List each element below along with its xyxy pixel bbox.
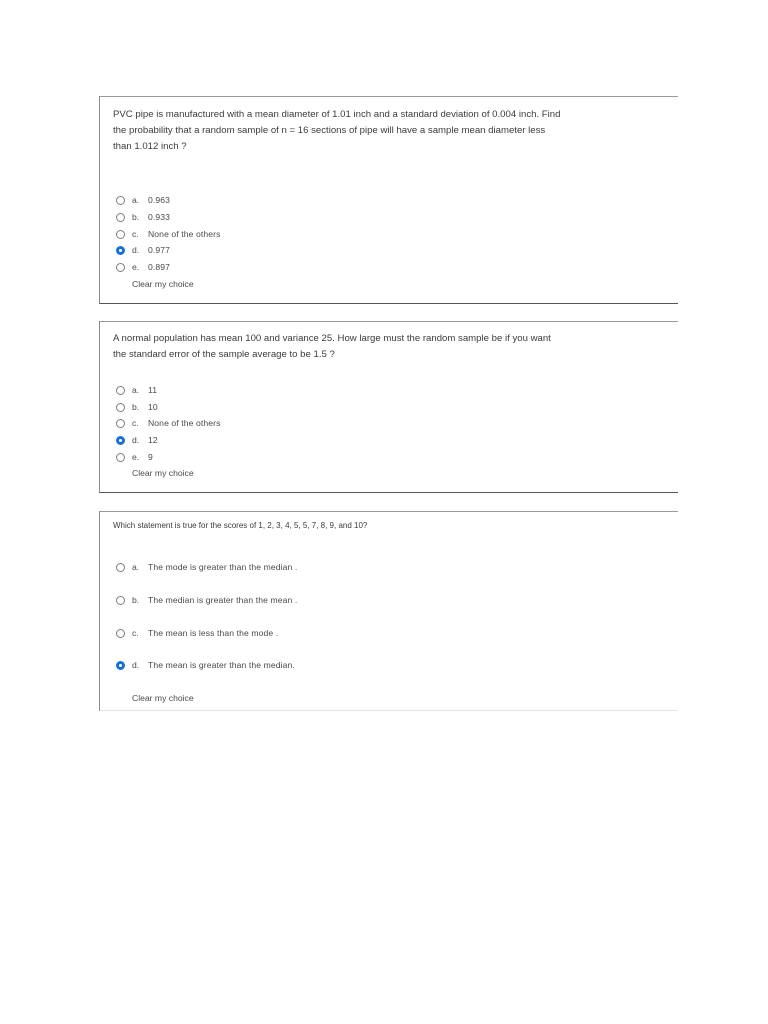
option-label: 10 (148, 402, 158, 412)
option-label: The mean is less than the mode . (148, 628, 279, 638)
answer-option-c[interactable] (116, 416, 221, 430)
option-label: None of the others (148, 418, 221, 428)
question-text: Which statement is true for the scores of 1, 2, 3, 4, 5, 5, 7, 8, 9, and 10? (113, 521, 368, 530)
question-card-2 (99, 321, 678, 493)
radio-unchecked-icon[interactable] (116, 563, 125, 572)
answer-option-a[interactable] (116, 383, 157, 397)
option-letter: a. (132, 562, 140, 572)
answer-option-a[interactable] (116, 560, 297, 574)
option-letter: d. (132, 660, 140, 670)
option-letter: c. (132, 628, 139, 638)
option-label: 0.963 (148, 195, 171, 205)
answer-option-d[interactable] (116, 243, 170, 257)
radio-unchecked-icon[interactable] (116, 596, 125, 605)
answer-option-b[interactable] (116, 210, 170, 224)
option-label: 9 (148, 452, 153, 462)
option-letter: b. (132, 402, 140, 412)
answer-option-b[interactable] (116, 400, 158, 414)
option-letter: a. (132, 385, 140, 395)
answer-option-e[interactable] (116, 450, 153, 464)
option-label: 12 (148, 435, 158, 445)
answer-option-d[interactable] (116, 433, 158, 447)
option-letter: a. (132, 195, 140, 205)
radio-checked-icon[interactable] (116, 246, 125, 255)
option-letter: d. (132, 245, 140, 255)
answer-option-c[interactable] (116, 227, 221, 241)
question-text: PVC pipe is manufactured with a mean diameter of 1.01 inch and a standard deviation of 0.004 inch. Find the probability that a random sample of n = 16 sections of pipe will have a sample mean diameter less than 1.012 inch ? (113, 109, 561, 152)
clear-choice-link[interactable]: Clear my choice (132, 693, 194, 703)
radio-checked-icon[interactable] (116, 436, 125, 445)
radio-unchecked-icon[interactable] (116, 403, 125, 412)
answer-option-c[interactable] (116, 626, 278, 640)
option-letter: b. (132, 595, 140, 605)
clear-choice-link[interactable]: Clear my choice (132, 468, 194, 478)
option-label: None of the others (148, 229, 221, 239)
radio-unchecked-icon[interactable] (116, 419, 125, 428)
option-label: The median is greater than the mean . (148, 595, 298, 605)
question-card-3 (99, 511, 678, 711)
radio-unchecked-icon[interactable] (116, 386, 125, 395)
option-label: The mode is greater than the median . (148, 562, 298, 572)
option-label: 11 (148, 385, 158, 395)
option-label: 0.897 (148, 262, 171, 272)
answer-option-b[interactable] (116, 593, 297, 607)
radio-unchecked-icon[interactable] (116, 213, 125, 222)
option-letter: e. (132, 452, 140, 462)
option-letter: c. (132, 229, 139, 239)
radio-unchecked-icon[interactable] (116, 453, 125, 462)
clear-choice-link[interactable]: Clear my choice (132, 279, 194, 289)
radio-unchecked-icon[interactable] (116, 629, 125, 638)
option-label: 0.933 (148, 212, 171, 222)
radio-unchecked-icon[interactable] (116, 196, 125, 205)
option-letter: d. (132, 435, 140, 445)
answer-option-e[interactable] (116, 260, 170, 274)
question-card-1 (99, 96, 678, 304)
option-label: 0.977 (148, 245, 171, 255)
question-text: A normal population has mean 100 and variance 25. How large must the random sample be if you want the standard error of the sample average to be 1.5 ? (113, 333, 551, 360)
option-letter: e. (132, 262, 140, 272)
radio-unchecked-icon[interactable] (116, 230, 125, 239)
answer-option-d[interactable] (116, 658, 295, 672)
answer-option-a[interactable] (116, 193, 170, 207)
option-label: The mean is greater than the median. (148, 660, 295, 670)
radio-checked-icon[interactable] (116, 661, 125, 670)
option-letter: c. (132, 418, 139, 428)
radio-unchecked-icon[interactable] (116, 263, 125, 272)
option-letter: b. (132, 212, 140, 222)
